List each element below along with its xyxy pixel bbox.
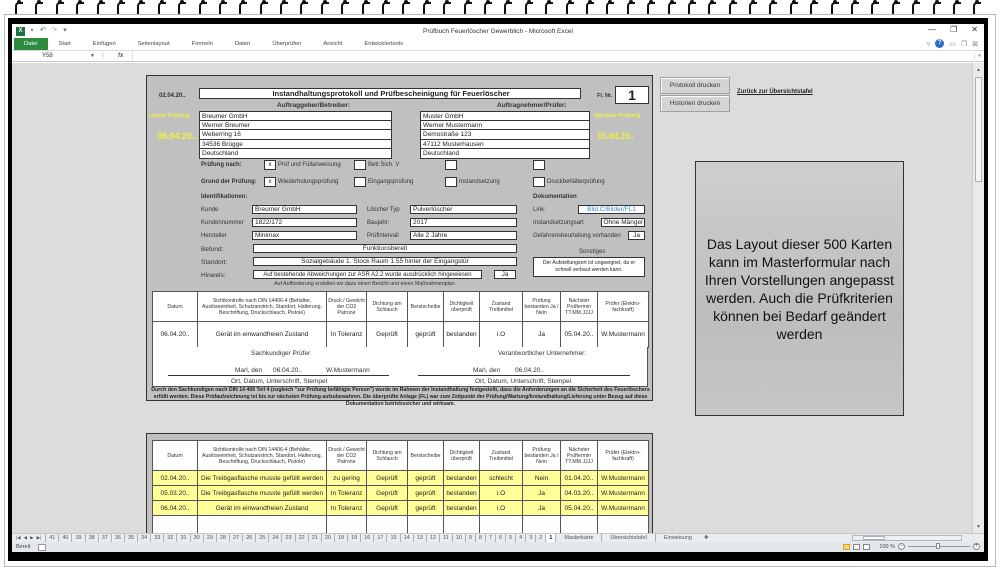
signature-right-date: 06.04.20.. [515, 367, 544, 374]
sheet-tabs [45, 534, 700, 542]
sheet-tab[interactable]: 14 [400, 534, 413, 542]
signature-right-place: Marl, den [473, 367, 501, 374]
history-cell[interactable]: Geprüft [367, 501, 408, 516]
info-note: Das Layout dieser 500 Karten kann im Masterformular nach Ihren Vorstellungen angepasst werden. Auch die Prüfkriterien können bei Bedarf geändert werden [695, 161, 904, 416]
next-sheet-icon[interactable]: ▶ [30, 535, 34, 540]
history-cell[interactable]: geprüft [408, 501, 444, 516]
signature-left-date: 06.04.20.. [273, 367, 302, 374]
history-cell[interactable]: In Toleranz [327, 486, 367, 501]
table-header-row [153, 292, 649, 322]
sheet-nav [12, 535, 45, 541]
pruefintervall-label: Prüfintervall [367, 233, 399, 239]
label-pruef-fuellanweisung: Prüf und Füllanweisung [278, 162, 341, 168]
hersteller-field[interactable]: Minimax [252, 231, 357, 240]
legal-disclaimer: Durch den Sachkundigen nach DIN 14 406 Teil 4 (zugleich "zur Prüfung befähigte Person") wurde im Rahmen der Instandhaltung festgestellt, dass die Anforderungen an die Sicherheit des Feuerlöschers erfüllt werden. Diese Prüfaufzeichnung ist bis zur nächsten Prüfung aufzubewahren. Die überprüfte Anlage (FL) war zum Zeitpunkt der Prüfung/Wartung/Instandhaltung/Lieferung unter Bezug auf diese Dokumentation betriebssicher und wirksam. [151, 387, 650, 407]
worksheet [12, 63, 972, 533]
history-cell[interactable]: Geprüft [367, 471, 408, 486]
horizontal-scrollbar[interactable] [852, 535, 962, 541]
client-header: Auftraggeber/Betreiber: [277, 102, 351, 109]
sheet-tab[interactable]: 36 [111, 534, 124, 542]
sheet-tab[interactable]: 19 [334, 534, 347, 542]
client-city[interactable]: 34536 Brügge [199, 140, 392, 150]
header-bestanden: Prüfung bestanden Ja / Nein [523, 292, 561, 322]
next-check-date: 05.04.20.. [598, 131, 634, 141]
cell-pruefer[interactable]: W.Mustermann [598, 322, 649, 348]
history-header-berstscheibe: Berstscheibe [408, 441, 444, 471]
cell-sichtkontrolle[interactable]: Gerät im einwandfreien Zustand [198, 322, 327, 348]
sheet-tab[interactable]: Übersichtstafel [601, 534, 654, 542]
sheet-tab[interactable]: 12 [426, 534, 439, 542]
history-cell[interactable]: 01.04.20.. [561, 471, 598, 486]
label-betrsichv: Betr.Sich. V [368, 162, 400, 168]
window-title: Prüfbuch Feuerlöscher Gewerblich - Microsoft Excel [423, 27, 573, 35]
sheet-tab[interactable]: 25 [255, 534, 268, 542]
workbook-restore-icon[interactable]: ❐ [960, 40, 968, 48]
tab-ansicht[interactable]: Ansicht [323, 41, 343, 47]
sheet-tab[interactable]: 9 [465, 534, 475, 542]
link-field[interactable]: Bild.C/Bilder/FL1 [578, 205, 645, 214]
history-cell[interactable]: i.O [480, 501, 523, 516]
history-cell[interactable]: Die Treibgasflasche musste gefüllt werden [198, 471, 327, 486]
client-street[interactable]: Weberring 16 [199, 130, 392, 140]
history-cell[interactable]: Die Treibgasflasche musste gefüllt werden [198, 486, 327, 501]
header-pruefer: Prüfer (Elektro-fachkraft) [598, 292, 649, 322]
history-cell[interactable] [327, 516, 367, 534]
table-row [153, 322, 649, 348]
cell-zustand[interactable]: i.O [480, 322, 523, 348]
scroll-up-icon[interactable]: ▲ [976, 67, 981, 73]
history-cell[interactable]: W.Mustermann [598, 501, 649, 516]
signature-right-caption: Ort, Datum, Unterschrift, Stempel [475, 378, 572, 385]
sheet-tab[interactable]: 11 [439, 534, 452, 542]
sheet-tab[interactable]: 35 [124, 534, 137, 542]
header-sichtkontrolle: Sichtkontrolle nach DIN 14406-4 (Behälter, Auslöseeinheit, Schutzanstrich, Standort, Halterung, Beschriftung, Druckschlauch, Pistole) [198, 292, 327, 322]
contractor-header: Auftragnehmer/Prüfer: [497, 102, 567, 109]
sheet-tab[interactable]: 40 [58, 534, 71, 542]
vertical-scroll-thumb[interactable] [975, 77, 982, 182]
label-wiederholungspruefung: Wiederholungsprüfung [278, 179, 339, 185]
history-cell[interactable] [444, 516, 480, 534]
status-bar [12, 542, 984, 552]
cell-naechster-termin[interactable]: 05.04.20.. [561, 322, 598, 348]
history-cell[interactable]: 04.03.20.. [561, 486, 598, 501]
history-cell[interactable]: bestanden [444, 501, 480, 516]
label-druckbehaelterpruefung: Druckbehälterprüfung [547, 179, 605, 185]
signature-left-line [168, 375, 389, 376]
sheet-tab[interactable]: 28 [216, 534, 229, 542]
history-cell[interactable] [561, 516, 598, 534]
expand-formula-bar-icon[interactable]: ▾ [974, 53, 984, 59]
ribbon-tabs [12, 38, 984, 50]
sheet-tab[interactable]: 34 [137, 534, 150, 542]
history-header-sichtkontrolle: Sichtkontrolle nach DIN 14406-4 (Behälter, Auslöseeinheit, Schutzanstrich, Standort, Halterung, Beschriftung, Druckschlauch, Pistole) [198, 441, 327, 471]
cell-dichtigkeit[interactable]: bestanden [444, 322, 480, 348]
insert-function-icon[interactable]: fx [118, 53, 124, 59]
zoom-slider-knob[interactable] [936, 543, 940, 549]
zoom-in-icon[interactable]: + [974, 543, 979, 549]
sheet-tab[interactable]: 38 [85, 534, 98, 542]
sheet-tab[interactable]: Einweisung [655, 534, 700, 542]
history-cell[interactable]: W.Mustermann [598, 486, 649, 501]
header-druck: Druck / Gewicht der CO2 Patrone [327, 292, 367, 322]
sheet-tab[interactable]: 26 [242, 534, 255, 542]
sheet-tab[interactable]: 17 [373, 534, 386, 542]
zoom-out-icon[interactable]: − [899, 543, 904, 549]
history-cell[interactable]: Ja [523, 501, 561, 516]
header-datum: Datum [153, 292, 198, 322]
workbook-close-icon[interactable]: ⊠ [972, 40, 978, 48]
grund-label: Grund der Prüfung: [201, 179, 257, 185]
redo-icon[interactable]: ↷ [51, 27, 57, 34]
tab-start[interactable]: Start [58, 41, 71, 47]
history-header-druck: Druck / Gewicht der CO2 Patrone [327, 441, 367, 471]
name-box-dropdown-icon[interactable]: ▼ [90, 53, 95, 59]
header-dichtigkeit: Dichtigkeit überprüft [444, 292, 480, 322]
sheet-tab[interactable]: 7 [485, 534, 495, 542]
last-check-date: 06.04.20.. [157, 131, 198, 141]
protocol-card [146, 75, 653, 407]
client-company[interactable]: Breumer GmbH [199, 111, 392, 121]
insert-sheet-icon[interactable]: ✚ [703, 535, 709, 541]
print-protocol-button[interactable]: Protokoll drucken [660, 77, 730, 94]
history-header-datum: Datum [153, 441, 198, 471]
baujahr-field[interactable]: 2017 [410, 218, 517, 227]
history-cell[interactable]: zu gering [327, 471, 367, 486]
loescher-typ-field[interactable]: Pulverlöscher [410, 205, 517, 214]
header-zustand: Zustand Treibmittel [480, 292, 523, 322]
last-sheet-icon[interactable]: ▶| [36, 535, 42, 540]
name-box[interactable]: Y58 [42, 53, 53, 59]
checkbox-wiederholungspruefung[interactable]: x [264, 177, 276, 187]
header-naechster-termin: Nächster Prüftermin TT.MM.JJJJ [561, 292, 598, 322]
vertical-scrollbar[interactable] [972, 63, 984, 533]
save-icon[interactable]: ▪ [30, 27, 34, 34]
sheet-tab-bar [12, 533, 984, 542]
contractor-company[interactable]: Muster GmbH [420, 111, 590, 121]
history-card [146, 433, 653, 533]
signature-left-caption: Ort, Datum, Unterschrift, Stempel [231, 378, 328, 385]
sheet-tab[interactable]: 5 [505, 534, 515, 542]
history-cell[interactable]: geprüft [408, 486, 444, 501]
standort-field[interactable]: Sozialgebäude 1. Stock Raum 1.55 hinter der Eingangstür [253, 257, 517, 266]
pruefintervall-field[interactable]: Alle 2 Jahre [410, 231, 517, 240]
client-contact[interactable]: Werner Breumer [199, 121, 392, 131]
contractor-city[interactable]: 47112 Musterhausen [420, 140, 590, 150]
signature-right-title: Verantwortlicher Unternehmer: [498, 350, 587, 357]
signature-left-name[interactable]: W.Mustermann [326, 367, 370, 374]
hinweis-label: Hinweis: [201, 272, 226, 279]
page-layout-view-icon[interactable] [853, 544, 860, 550]
status-ready: Bereit [16, 544, 31, 550]
history-cell[interactable]: geprüft [408, 471, 444, 486]
signature-right-line [418, 375, 630, 376]
minimize-ribbon-icon[interactable]: ▿ [926, 40, 931, 48]
sheet-tab[interactable]: 18 [347, 534, 360, 542]
sheet-tab[interactable]: 3 [525, 534, 535, 542]
history-row [153, 471, 649, 486]
workbook-minimize-icon[interactable]: ▭ [949, 40, 956, 48]
history-header-bestanden: Prüfung bestanden Ja / Nein [523, 441, 561, 471]
history-header-naechster-termin: Nächster Prüftermin TT.MM.JJJJ [561, 441, 598, 471]
checkbox-eingangspruefung[interactable] [354, 177, 366, 187]
history-cell[interactable]: W.Mustermann [598, 471, 649, 486]
protocol-date: 02.04.20.. [159, 93, 186, 99]
history-cell[interactable]: Gerät im einwandfreien Zustand [198, 501, 327, 516]
sheet-tab[interactable]: 10 [452, 534, 465, 542]
kunde-field[interactable]: Breumer GmbH [252, 205, 357, 214]
normal-view-icon[interactable] [843, 544, 850, 550]
sheet-tab[interactable]: 20 [321, 534, 334, 542]
checkbox-pruefung-nach-4[interactable] [533, 160, 545, 170]
history-cell[interactable]: In Toleranz [327, 501, 367, 516]
baujahr-label: Baujahr: [367, 220, 390, 226]
pruefung-nach-label: Prüfung nach: [201, 162, 242, 168]
tab-ueberpruefen[interactable]: Überprüfen [272, 41, 302, 47]
last-check-label: Letzte Prüfung [149, 113, 190, 119]
signature-block [152, 347, 648, 387]
identifikationen-label: Identifikationen: [201, 194, 248, 200]
gefahren-field[interactable]: Ja [628, 231, 645, 240]
sheet-tab[interactable]: 39 [71, 534, 84, 542]
label-instandsetzung: Instandsetzung [459, 179, 500, 185]
loescher-typ-label: Löscher Typ [367, 207, 400, 213]
sonstiges-field[interactable]: Der Aufstellungsort ist ungeeignet, da er schnell verbaut werden kann. [533, 257, 645, 277]
restore-button[interactable]: ❐ [950, 25, 958, 34]
history-cell[interactable] [153, 516, 198, 534]
link-label: Link: [533, 207, 546, 213]
close-button[interactable]: ✕ [971, 25, 978, 34]
history-header-zustand: Zustand Treibmittel [480, 441, 523, 471]
macro-record-icon[interactable] [38, 544, 46, 551]
history-header-dichtigkeit: Dichtigkeit überprüft [444, 441, 480, 471]
history-row [153, 486, 649, 501]
befund-label: Befund: [201, 246, 224, 253]
instandsetzungsart-field[interactable]: Ohne Mängel [601, 218, 645, 227]
history-cell[interactable]: 05.04.20.. [561, 501, 598, 516]
contractor-contact[interactable]: Werner Mustermann [420, 121, 590, 131]
customize-qat-icon[interactable]: ▾ [63, 27, 67, 34]
cell-berstscheibe[interactable]: geprüft [408, 322, 444, 348]
next-check-label: Nächste Prüfung [594, 113, 641, 119]
fl-number[interactable]: 1 [615, 86, 649, 104]
history-cell[interactable] [367, 516, 408, 534]
hinweis-note: Auf Aufforderung erstellen wir dazu einen Bericht und einen Maßnahmenplan [274, 281, 455, 287]
sheet-tab[interactable]: 2 [535, 534, 545, 542]
sheet-tab[interactable]: 37 [98, 534, 111, 542]
sheet-tab[interactable]: 13 [413, 534, 426, 542]
history-cell[interactable] [408, 516, 444, 534]
history-cell[interactable]: 02.04.20.. [153, 471, 198, 486]
instandsetzungsart-label: Instandsetzungsart [533, 220, 584, 226]
tab-seitenlayout[interactable]: Seitenlayout [137, 41, 170, 47]
first-sheet-icon[interactable]: |◀ [16, 535, 21, 540]
contractor-country[interactable]: Deutschland [420, 149, 590, 159]
protocol-title[interactable]: Instandhaltungsprotokoll und Prüfbescheinigung für Feuerlöscher [199, 88, 581, 99]
sheet-tab[interactable]: 32 [163, 534, 176, 542]
sheet-tab[interactable]: 31 [176, 534, 189, 542]
zoom-level[interactable]: 100 % [879, 543, 895, 550]
horizontal-scroll-thumb[interactable] [863, 536, 885, 540]
quick-access-toolbar [16, 27, 69, 36]
tab-daten[interactable]: Daten [234, 41, 251, 47]
history-row-empty [153, 516, 649, 534]
history-header-dichtung: Dichtung am Schlauch [367, 441, 408, 471]
cell-dichtung[interactable]: Geprüft [367, 322, 408, 348]
checkbox-betrsichv[interactable] [354, 160, 366, 170]
title-bar [12, 24, 984, 38]
history-cell[interactable]: bestanden [444, 486, 480, 501]
sheet-tab[interactable]: 23 [281, 534, 294, 542]
sheet-tab[interactable]: 1 [545, 534, 555, 542]
kundennummer-label: Kundennummer [201, 220, 244, 226]
sheet-tab[interactable]: 6 [495, 534, 505, 542]
history-table [152, 440, 649, 533]
history-cell[interactable] [598, 516, 649, 534]
checkbox-instandsetzung[interactable] [445, 177, 457, 187]
sonstiges-label: Sonstiges [579, 249, 606, 255]
fl-number-label: Fl. Nr. [597, 93, 613, 99]
history-cell[interactable] [480, 516, 523, 534]
history-cell[interactable]: bestanden [444, 471, 480, 486]
signature-left-title: Sachkundiger Prüfer [251, 350, 311, 357]
inspection-table [152, 291, 649, 348]
prev-sheet-icon[interactable]: ◀ [23, 535, 28, 540]
formula-bar [12, 50, 984, 62]
history-header-row [153, 441, 649, 471]
tab-einfuegen[interactable]: Einfügen [92, 41, 116, 47]
sheet-tab[interactable]: 41 [45, 534, 58, 542]
hersteller-label: Hersteller [201, 233, 227, 239]
sheet-tab[interactable]: 22 [295, 534, 308, 542]
kunde-label: Kunde [201, 207, 219, 213]
befund-field[interactable]: Funktionsbereit [253, 244, 517, 253]
undo-icon[interactable]: ↶ [40, 27, 46, 34]
history-cell[interactable]: i.O [480, 486, 523, 501]
history-row [153, 501, 649, 516]
checkbox-pruefung-nach-3[interactable] [445, 160, 457, 170]
sheet-tab[interactable]: 21 [308, 534, 321, 542]
client-address [199, 111, 392, 159]
hinweis-field[interactable]: Auf bestehende Abweichungen zur ASR A2.2 wurde ausdrücklich hingewiesen [253, 270, 482, 279]
client-country[interactable]: Deutschland [199, 149, 392, 159]
cell-datum[interactable]: 06.04.20.. [153, 322, 198, 348]
contractor-street[interactable]: Demostraße 123 [420, 130, 590, 140]
header-dichtung: Dichtung am Schlauch [367, 292, 408, 322]
sheet-tab[interactable]: Masterkarte [555, 534, 601, 542]
excel-logo-icon: X [16, 27, 25, 36]
page-break-view-icon[interactable] [863, 544, 870, 550]
history-cell[interactable]: Nein [523, 471, 561, 486]
signature-left-place: Marl, den [235, 367, 263, 374]
sheet-tab[interactable]: 8 [475, 534, 485, 542]
contractor-address [420, 111, 590, 159]
kundennummer-field[interactable]: 1822/172 [252, 218, 357, 227]
sheet-tab[interactable]: 30 [190, 534, 203, 542]
sheet-tab[interactable]: 15 [386, 534, 399, 542]
back-to-overview-link[interactable]: Zurück zur Übersichtstafel [737, 89, 813, 95]
history-cell[interactable]: 06.04.20.. [153, 501, 198, 516]
cell-druck[interactable]: In Toleranz [327, 322, 367, 348]
excel-window [12, 24, 984, 552]
sheet-tab[interactable]: 16 [360, 534, 373, 542]
history-cell[interactable]: Geprüft [367, 486, 408, 501]
sheet-tab[interactable]: 29 [203, 534, 216, 542]
tab-formeln[interactable]: Formeln [191, 41, 213, 47]
scroll-down-icon[interactable]: ▼ [976, 524, 981, 530]
history-cell[interactable] [198, 516, 327, 534]
dokumentation-label: Dokumentation [533, 194, 577, 200]
hinweis-value[interactable]: Ja [494, 270, 516, 279]
history-cell[interactable]: Ja [523, 486, 561, 501]
formula-input[interactable] [132, 51, 974, 61]
tab-entwicklertools[interactable]: Entwicklertools [364, 41, 404, 47]
help-icon[interactable]: ? [935, 39, 944, 48]
sheet-tab[interactable]: 24 [268, 534, 281, 542]
cell-bestanden[interactable]: Ja [523, 322, 561, 348]
tab-datei[interactable]: Datei [14, 38, 48, 50]
history-cell[interactable]: 05.03.20.. [153, 486, 198, 501]
formula-bar-divider: ( [102, 53, 104, 59]
gefahren-label: Gefahrensbeurteilung vorhanden [533, 233, 621, 239]
history-header-pruefer: Prüfer (Elektro-fachkraft) [598, 441, 649, 471]
print-history-button[interactable]: Historien drucken [660, 95, 730, 112]
checkbox-druckbehaelterpruefung[interactable] [533, 177, 545, 187]
label-eingangspruefung: Eingangsprüfung [368, 179, 414, 185]
sheet-tab[interactable]: 4 [515, 534, 525, 542]
checkbox-pruef-fuellanweisung[interactable]: x [264, 160, 276, 170]
header-berstscheibe: Berstscheibe [408, 292, 444, 322]
sheet-tab[interactable]: 33 [150, 534, 163, 542]
sheet-tab[interactable]: 27 [229, 534, 242, 542]
history-cell[interactable]: schlecht [480, 471, 523, 486]
standort-label: Standort: [201, 259, 228, 266]
minimize-button[interactable]: — [928, 25, 937, 34]
history-cell[interactable] [523, 516, 561, 534]
zoom-slider[interactable] [908, 546, 970, 547]
